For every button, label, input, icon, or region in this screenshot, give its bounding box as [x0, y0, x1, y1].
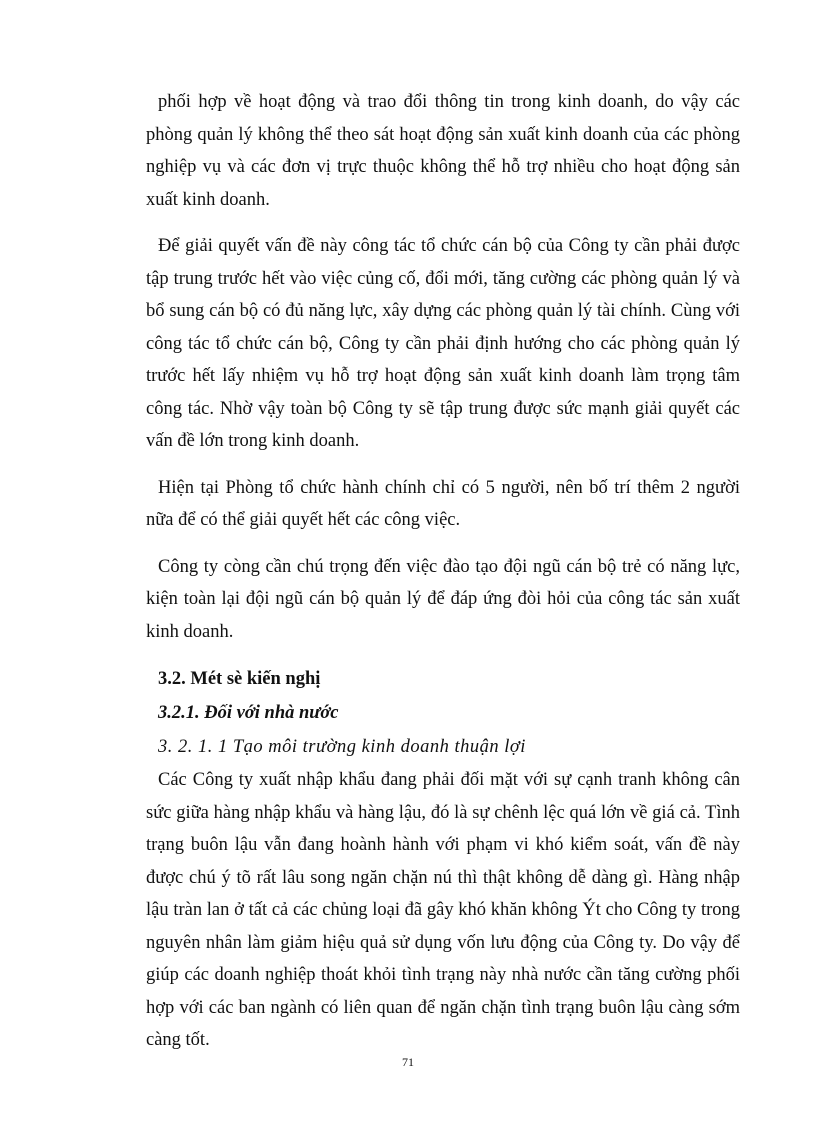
paragraph-organization: Để giải quyết vấn đề này công tác tổ chức cán bộ của Công ty cần phải được tập trung trước hết vào việc củng cố, đổi mới, tăng cường các phòng quản lý và bổ sung cán bộ có đủ năng lực, xây dựng các phòng quản lý tài chính. Cùng với công tác tổ chức cán bộ, Công ty cần phải định hướng cho các phòng quản lý trước hết lấy nhiệm vụ hỗ trợ hoạt động sản xuất kinh doanh làm trọng tâm công tác. Nhờ vậy toàn bộ Công ty sẽ tập trung được sức mạnh giải quyết các vấn đề lớn trong kinh doanh. [146, 236, 740, 451]
paragraph-gap [146, 648, 740, 662]
paragraph-gap [146, 458, 740, 472]
section-heading-3-2-1: 3.2.1. Đối với nhà nước [158, 703, 339, 723]
section-heading-3-2-1-1: 3. 2. 1. 1 Tạo môi trường kinh doanh thuận lợi [158, 737, 526, 757]
paragraph-gap [146, 216, 740, 230]
paragraph-gap [146, 537, 740, 551]
document-page [146, 86, 740, 1057]
paragraph-coordination: phối hợp về hoạt động và trao đổi thông tin trong kinh doanh, do vậy các phòng quản lý không thể theo sát hoạt động sản xuất kinh doanh của các phòng nghiệp vụ và các đơn vị trực thuộc không thể hỗ trợ nhiều cho hoạt động sản xuất kinh doanh. [146, 92, 740, 210]
paragraph-staffing: Hiện tại Phòng tổ chức hành chính chỉ có 5 người, nên bố trí thêm 2 người nữa để có thể giải quyết hết các công việc. [146, 477, 740, 530]
paragraph-smuggling: Các Công ty xuất nhập khẩu đang phải đối mặt với sự cạnh tranh không cân sức giữa hàng nhập khẩu và hàng lậu, đó là sự chênh lệc quá lớn về giá cả. Tình trạng buôn lậu vẫn đang hoành hành với phạm vi khó kiểm soát, vấn đề này được chú ý tõ rất lâu song ngăn chặn nú thì thật không dễ dàng gì. Hàng nhập lậu tràn lan ở tất cả các chủng loại đã gây khó khăn không Ýt cho Công ty trong nguyên nhân làm giảm hiệu quả sử dụng vốn lưu động của Công ty. Do vậy để giúp các doanh nghiệp thoát khỏi tình trạng này nhà nước cần tăng cường phối hợp với các ban ngành có liên quan để ngăn chặn tình trạng buôn lậu càng sớm càng tốt. [146, 770, 740, 1050]
paragraph-training: Công ty còng cần chú trọng đến việc đào tạo đội ngũ cán bộ trẻ có năng lực, kiện toàn lại đội ngũ cán bộ quản lý để đáp ứng đòi hỏi của công tác sản xuất kinh doanh. [146, 556, 740, 642]
section-heading-3-2: 3.2. Mét sè kiến nghị [158, 669, 321, 689]
page-number: 71 [402, 1055, 414, 1069]
